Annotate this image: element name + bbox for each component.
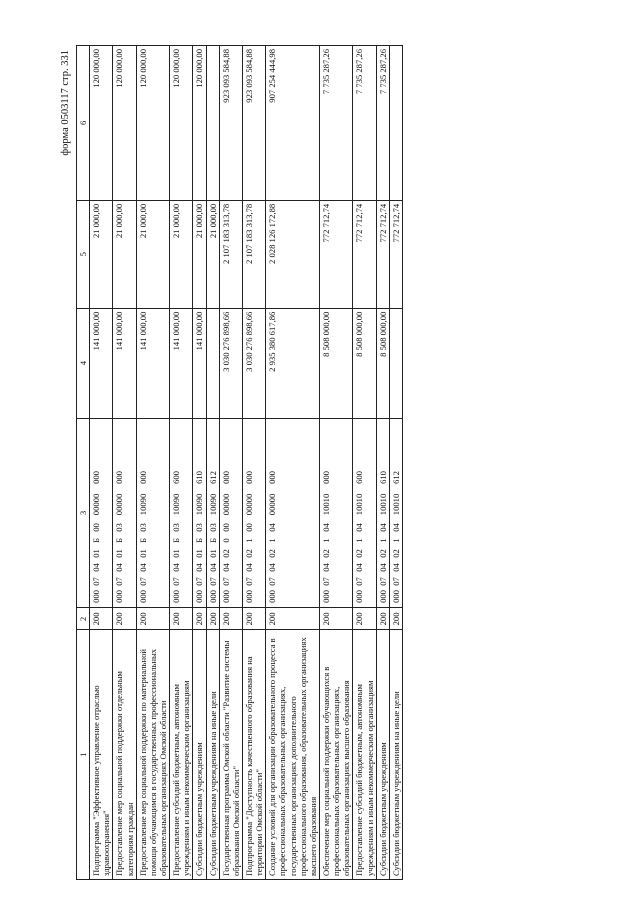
rotated-report [60, 40, 615, 880]
code-part: 07 [320, 577, 331, 586]
row-executed: 21 000,00 [193, 200, 206, 308]
table-row [170, 46, 193, 880]
code-part: 01 [207, 549, 218, 558]
code-part: 04 [377, 523, 388, 532]
row-name: Предоставление мер социальной поддержки отдельным категориям граждан [113, 630, 136, 880]
row-executed: 772 712,74 [319, 200, 352, 308]
header-cell: 6 [77, 46, 90, 201]
code-part: 07 [390, 577, 401, 586]
code-part: 00 [220, 523, 231, 532]
code-part: 000 [137, 471, 148, 484]
code-part: 00000 [220, 493, 231, 516]
code-part: 1 [377, 538, 388, 543]
row-budget-code [90, 418, 113, 608]
code-part: 04 [354, 523, 365, 532]
code-part: 02 [390, 549, 401, 558]
code-part: 04 [194, 563, 205, 572]
code-part: 04 [267, 523, 278, 532]
row-approved: 141 000,00 [90, 308, 113, 418]
code-part: 000 [267, 590, 278, 603]
row-line-code: 200 [353, 608, 376, 630]
table-row [90, 46, 113, 880]
row-budget-code [136, 418, 169, 608]
code-part: 04 [220, 563, 231, 572]
row-name: Субсидии бюджетным учреждениям [193, 630, 206, 880]
table-row [319, 46, 352, 880]
code-part: 02 [320, 549, 331, 558]
row-name: Подпрограмма "Эффективное управление отраслью здравоохранения" [90, 630, 113, 880]
header-cell: 1 [77, 630, 90, 880]
row-unexecuted [389, 46, 402, 201]
row-budget-code [376, 418, 389, 608]
row-budget-code [219, 418, 242, 608]
code-part: 612 [207, 471, 218, 484]
code-part: 1 [354, 538, 365, 543]
code-part: 04 [267, 563, 278, 572]
code-part: 01 [114, 549, 125, 558]
row-budget-code [319, 418, 352, 608]
code-part: 00 [243, 523, 254, 532]
row-unexecuted: 120 000,00 [136, 46, 169, 201]
code-part: Б [137, 537, 148, 543]
row-name: Субсидии бюджетным учреждениям [376, 630, 389, 880]
row-name: Государственная программа Омской области "Развитие системы образования Омской области" [219, 630, 242, 880]
row-executed: 21 000,00 [90, 200, 113, 308]
code-part: 02 [243, 549, 254, 558]
code-part: 04 [114, 563, 125, 572]
code-part: 02 [220, 549, 231, 558]
code-part: 0 [220, 538, 231, 543]
row-line-code: 200 [136, 608, 169, 630]
code-part: 000 [320, 590, 331, 603]
code-part: 02 [377, 549, 388, 558]
code-part: 1 [267, 538, 278, 543]
row-unexecuted: 120 000,00 [90, 46, 113, 201]
code-part: 07 [377, 577, 388, 586]
code-part: 000 [220, 471, 231, 484]
code-part: 03 [114, 523, 125, 532]
table-row [193, 46, 206, 880]
table-row [376, 46, 389, 880]
row-executed: 772 712,74 [389, 200, 402, 308]
row-approved: 8 508 000,00 [353, 308, 376, 418]
row-unexecuted: 120 000,00 [170, 46, 193, 201]
header-cell: 4 [77, 308, 90, 418]
row-executed: 772 712,74 [353, 200, 376, 308]
code-part: Б [91, 537, 102, 543]
row-approved [389, 308, 402, 418]
row-approved: 141 000,00 [170, 308, 193, 418]
row-budget-code [170, 418, 193, 608]
code-part: 000 [390, 590, 401, 603]
code-part: Б [194, 537, 205, 543]
code-part: 000 [114, 590, 125, 603]
code-part: 07 [171, 577, 182, 586]
row-executed: 2 107 183 313,78 [242, 200, 265, 308]
row-line-code: 200 [193, 608, 206, 630]
table-row [389, 46, 402, 880]
code-part: 03 [207, 523, 218, 532]
row-name: Подпрограмма "Доступность качественного образования на территории Омской области" [242, 630, 265, 880]
row-line-code: 200 [90, 608, 113, 630]
code-part: 10010 [390, 493, 401, 516]
row-executed: 21 000,00 [206, 200, 219, 308]
code-part: Б [114, 537, 125, 543]
code-part: 000 [377, 590, 388, 603]
code-part: 612 [390, 471, 401, 484]
code-part: 000 [243, 590, 254, 603]
code-part: 07 [207, 577, 218, 586]
code-part: 000 [354, 590, 365, 603]
code-part: 000 [207, 590, 218, 603]
code-part: 04 [171, 563, 182, 572]
code-part: 000 [320, 471, 331, 484]
code-part: 01 [194, 549, 205, 558]
row-name: Предоставление субсидий бюджетным, автономным учреждениям и иным некоммерческим организациям [170, 630, 193, 880]
code-part: 000 [137, 590, 148, 603]
code-part: 04 [91, 563, 102, 572]
row-line-code: 200 [389, 608, 402, 630]
code-part: 610 [194, 471, 205, 484]
row-budget-code [193, 418, 206, 608]
code-part: 000 [114, 471, 125, 484]
row-executed: 2 028 126 172,88 [266, 200, 320, 308]
code-part: 01 [137, 549, 148, 558]
code-part: 03 [137, 523, 148, 532]
row-approved: 2 935 380 617,86 [266, 308, 320, 418]
row-line-code: 200 [219, 608, 242, 630]
row-approved [206, 308, 219, 418]
code-part: 00000 [243, 493, 254, 516]
row-executed: 21 000,00 [113, 200, 136, 308]
row-line-code: 200 [242, 608, 265, 630]
table-row [266, 46, 320, 880]
code-part: 00000 [267, 493, 278, 516]
row-approved: 141 000,00 [193, 308, 206, 418]
code-part: Б [171, 537, 182, 543]
code-part: 02 [354, 549, 365, 558]
row-name: Субсидии бюджетным учреждениям на иные цели [389, 630, 402, 880]
row-unexecuted: 923 093 584,88 [242, 46, 265, 201]
code-part: 01 [171, 549, 182, 558]
table-row [219, 46, 242, 880]
code-part: 00000 [91, 493, 102, 516]
row-line-code: 200 [376, 608, 389, 630]
code-part: 04 [354, 563, 365, 572]
header-cell: 2 [77, 608, 90, 630]
row-unexecuted: 7 735 287,26 [319, 46, 352, 201]
code-part: 04 [207, 563, 218, 572]
code-part: 600 [354, 471, 365, 484]
code-part: 1 [390, 538, 401, 543]
code-part: 02 [267, 549, 278, 558]
header-row [77, 46, 90, 880]
row-name: Создание условий для организации образовательного процесса в профессиональных образовательных организациях, государственных организациях дополнительного профессионального образования, образовательных организациях высшего образования [266, 630, 320, 880]
form-label: форма 0503117 стр. 331 [60, 50, 71, 156]
row-unexecuted: 907 254 444,98 [266, 46, 320, 201]
code-part: 07 [220, 577, 231, 586]
code-part: 10090 [194, 493, 205, 516]
row-budget-code [206, 418, 219, 608]
row-name: Предоставление субсидий бюджетным, автономным учреждениям и иным некоммерческим организациям [353, 630, 376, 880]
code-part: Б [207, 537, 218, 543]
code-part: 07 [243, 577, 254, 586]
code-part: 10010 [320, 493, 331, 516]
row-unexecuted: 120 000,00 [113, 46, 136, 201]
code-part: 00 [91, 523, 102, 532]
row-budget-code [242, 418, 265, 608]
row-executed: 21 000,00 [170, 200, 193, 308]
code-part: 04 [390, 563, 401, 572]
row-executed: 21 000,00 [136, 200, 169, 308]
code-part: 07 [91, 577, 102, 586]
code-part: 000 [171, 590, 182, 603]
row-unexecuted: 923 093 584,88 [219, 46, 242, 201]
table-row [136, 46, 169, 880]
code-part: 610 [377, 471, 388, 484]
code-part: 07 [267, 577, 278, 586]
code-part: 10090 [137, 493, 148, 516]
code-part: 03 [171, 523, 182, 532]
code-part: 07 [114, 577, 125, 586]
row-budget-code [113, 418, 136, 608]
row-approved: 141 000,00 [136, 308, 169, 418]
code-part: 04 [320, 523, 331, 532]
code-part: 1 [320, 538, 331, 543]
row-executed: 2 107 183 313,78 [219, 200, 242, 308]
row-line-code: 200 [319, 608, 352, 630]
row-executed: 772 712,74 [376, 200, 389, 308]
row-approved: 141 000,00 [113, 308, 136, 418]
table-row [242, 46, 265, 880]
code-part: 10090 [207, 493, 218, 516]
code-part: 000 [91, 471, 102, 484]
code-part: 04 [390, 523, 401, 532]
row-unexecuted [206, 46, 219, 201]
row-line-code: 200 [266, 608, 320, 630]
row-approved: 8 508 000,00 [319, 308, 352, 418]
row-unexecuted: 7 735 287,26 [353, 46, 376, 201]
row-unexecuted: 7 735 287,26 [376, 46, 389, 201]
code-part: 04 [137, 563, 148, 572]
code-part: 07 [137, 577, 148, 586]
code-part: 000 [243, 471, 254, 484]
code-part: 600 [171, 471, 182, 484]
code-part: 000 [220, 590, 231, 603]
code-part: 07 [354, 577, 365, 586]
row-approved: 3 030 276 898,66 [219, 308, 242, 418]
code-part: 10090 [171, 493, 182, 516]
code-part: 000 [194, 590, 205, 603]
table-row [206, 46, 219, 880]
row-budget-code [353, 418, 376, 608]
code-part: 04 [377, 563, 388, 572]
code-part: 000 [267, 471, 278, 484]
code-part: 04 [320, 563, 331, 572]
row-line-code: 200 [206, 608, 219, 630]
row-line-code: 200 [113, 608, 136, 630]
row-name: Обеспечение мер социальной поддержки обучающихся в профессиональных образовательных организациях, образовательных организациях высшего образования [319, 630, 352, 880]
row-unexecuted: 120 000,00 [193, 46, 206, 201]
code-part: 00000 [114, 493, 125, 516]
code-part: 000 [91, 590, 102, 603]
row-budget-code [266, 418, 320, 608]
table-body [90, 46, 403, 880]
row-approved: 8 508 000,00 [376, 308, 389, 418]
code-part: 03 [194, 523, 205, 532]
code-part: 07 [194, 577, 205, 586]
row-line-code: 200 [170, 608, 193, 630]
header-cell: 3 [77, 418, 90, 608]
code-part: 01 [91, 549, 102, 558]
row-approved: 3 030 276 898,66 [242, 308, 265, 418]
code-part: 1 [243, 538, 254, 543]
code-part: 10010 [377, 493, 388, 516]
code-part: 10010 [354, 493, 365, 516]
budget-table [76, 45, 403, 880]
code-part: 04 [243, 563, 254, 572]
row-name: Предоставление мер социальной поддержки по материальной помощи обучающимся в государственных профессиональных образовательных организациях Омской области [136, 630, 169, 880]
header-cell: 5 [77, 200, 90, 308]
row-name: Субсидии бюджетным учреждениям на иные цели [206, 630, 219, 880]
table-row [353, 46, 376, 880]
table-row [113, 46, 136, 880]
row-budget-code [389, 418, 402, 608]
